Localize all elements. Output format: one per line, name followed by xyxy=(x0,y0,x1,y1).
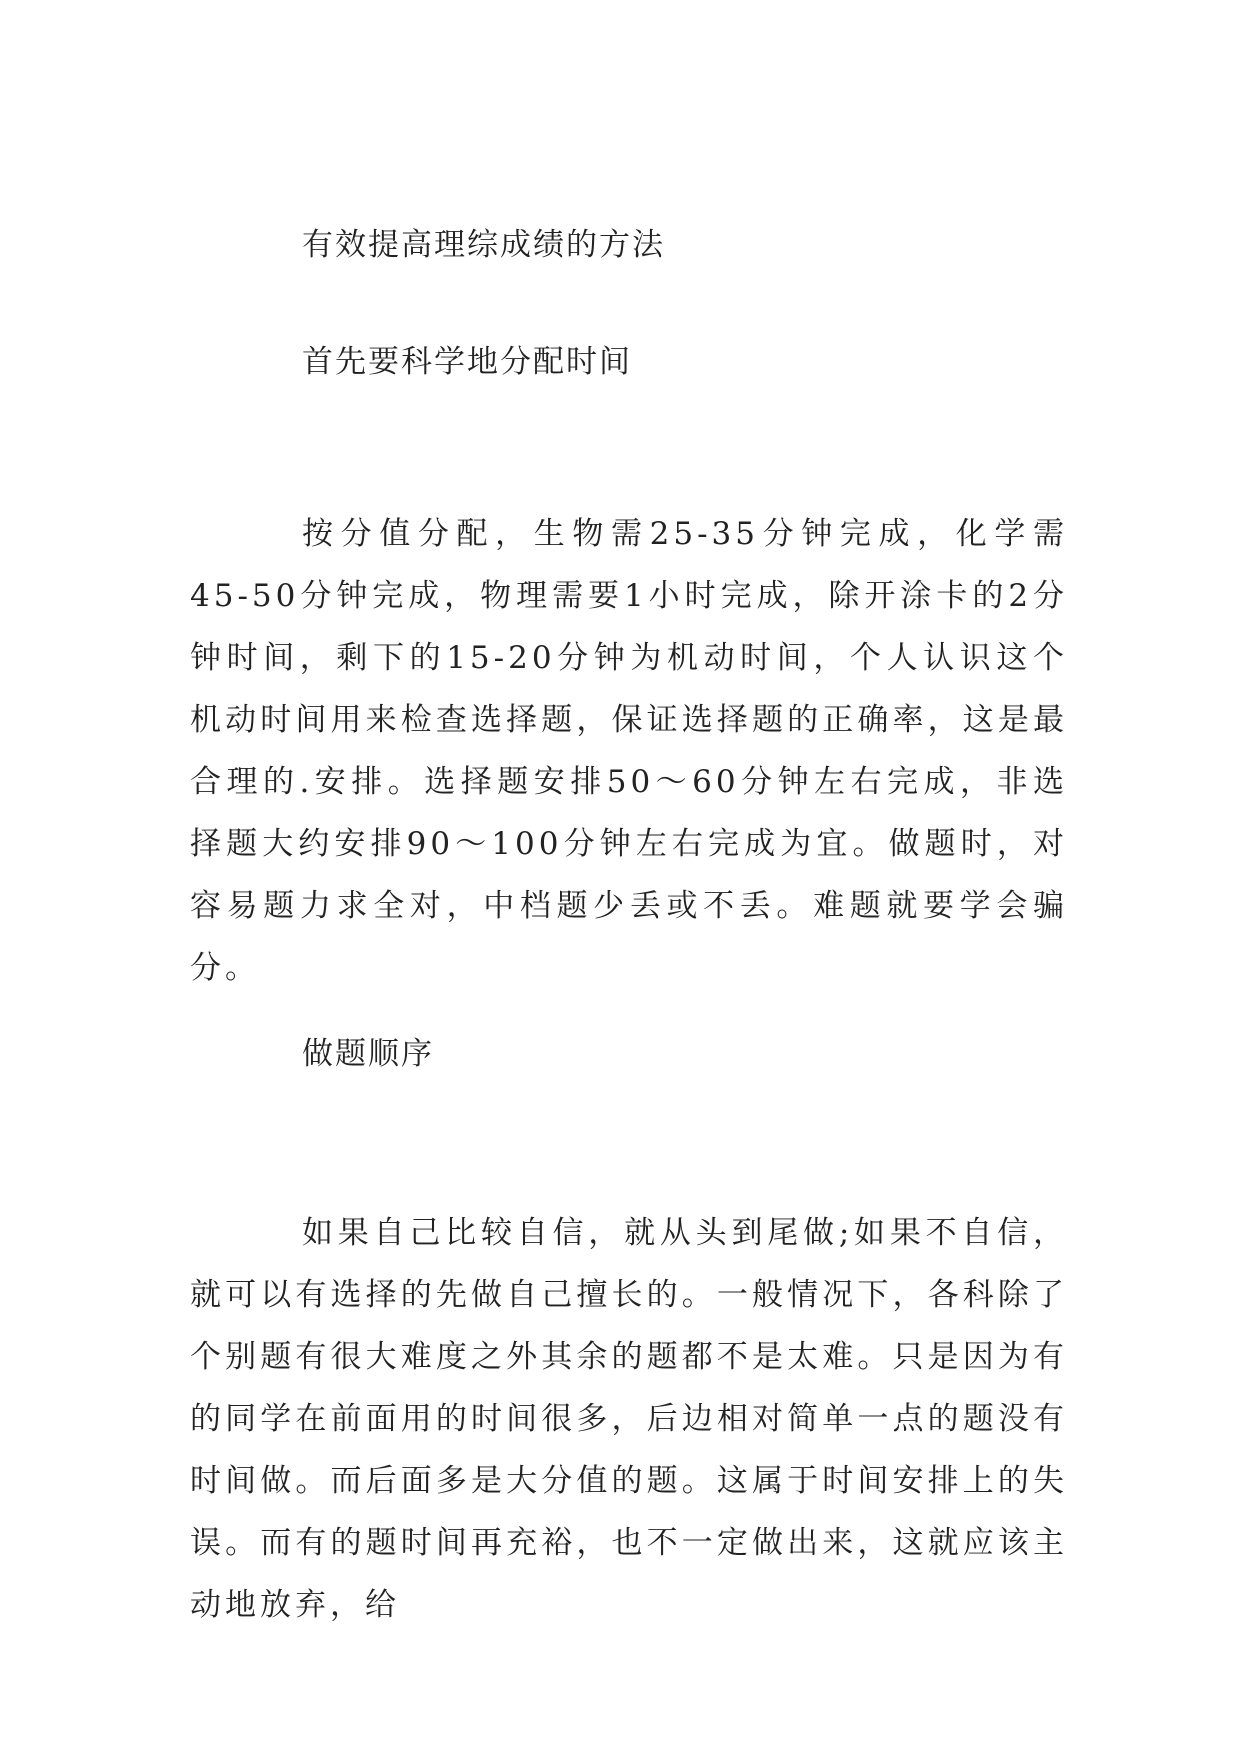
paragraph-time-allocation: 按分值分配，生物需25-35分钟完成，化学需45-50分钟完成，物理需要1小时完成，除开涂卡的2分钟时间，剩下的15-20分钟为机动时间，个人认识这个机动时间用来检查选择题，保证选择题的正确率，这是最合理的.安排。选择题安排50～60分钟左右完成，非选择题大约安排90～100分钟左右完成为宜。做题时，对容易题力求全对，中档题少丢或不丢。难题就要学会骗分。 xyxy=(190,516,1068,986)
section-heading-answer-order: 做题顺序 xyxy=(302,1036,434,1072)
section-heading-time-allocation: 首先要科学地分配时间 xyxy=(302,344,632,380)
paragraph-answer-order: 如果自己比较自信，就从头到尾做;如果不自信，就可以有选择的先做自己擅长的。一般情况下，各科除了个别题有很大难度之外其余的题都不是太难。只是因为有的同学在前面用的时间很多，后边相对简单一点的题没有时间做。而后面多是大分值的题。这属于时间安排上的失误。而有的题时间再充裕，也不一定做出来，这就应该主动地放弃，给 xyxy=(190,1215,1068,1623)
document-title: 有效提高理综成绩的方法 xyxy=(302,227,665,263)
